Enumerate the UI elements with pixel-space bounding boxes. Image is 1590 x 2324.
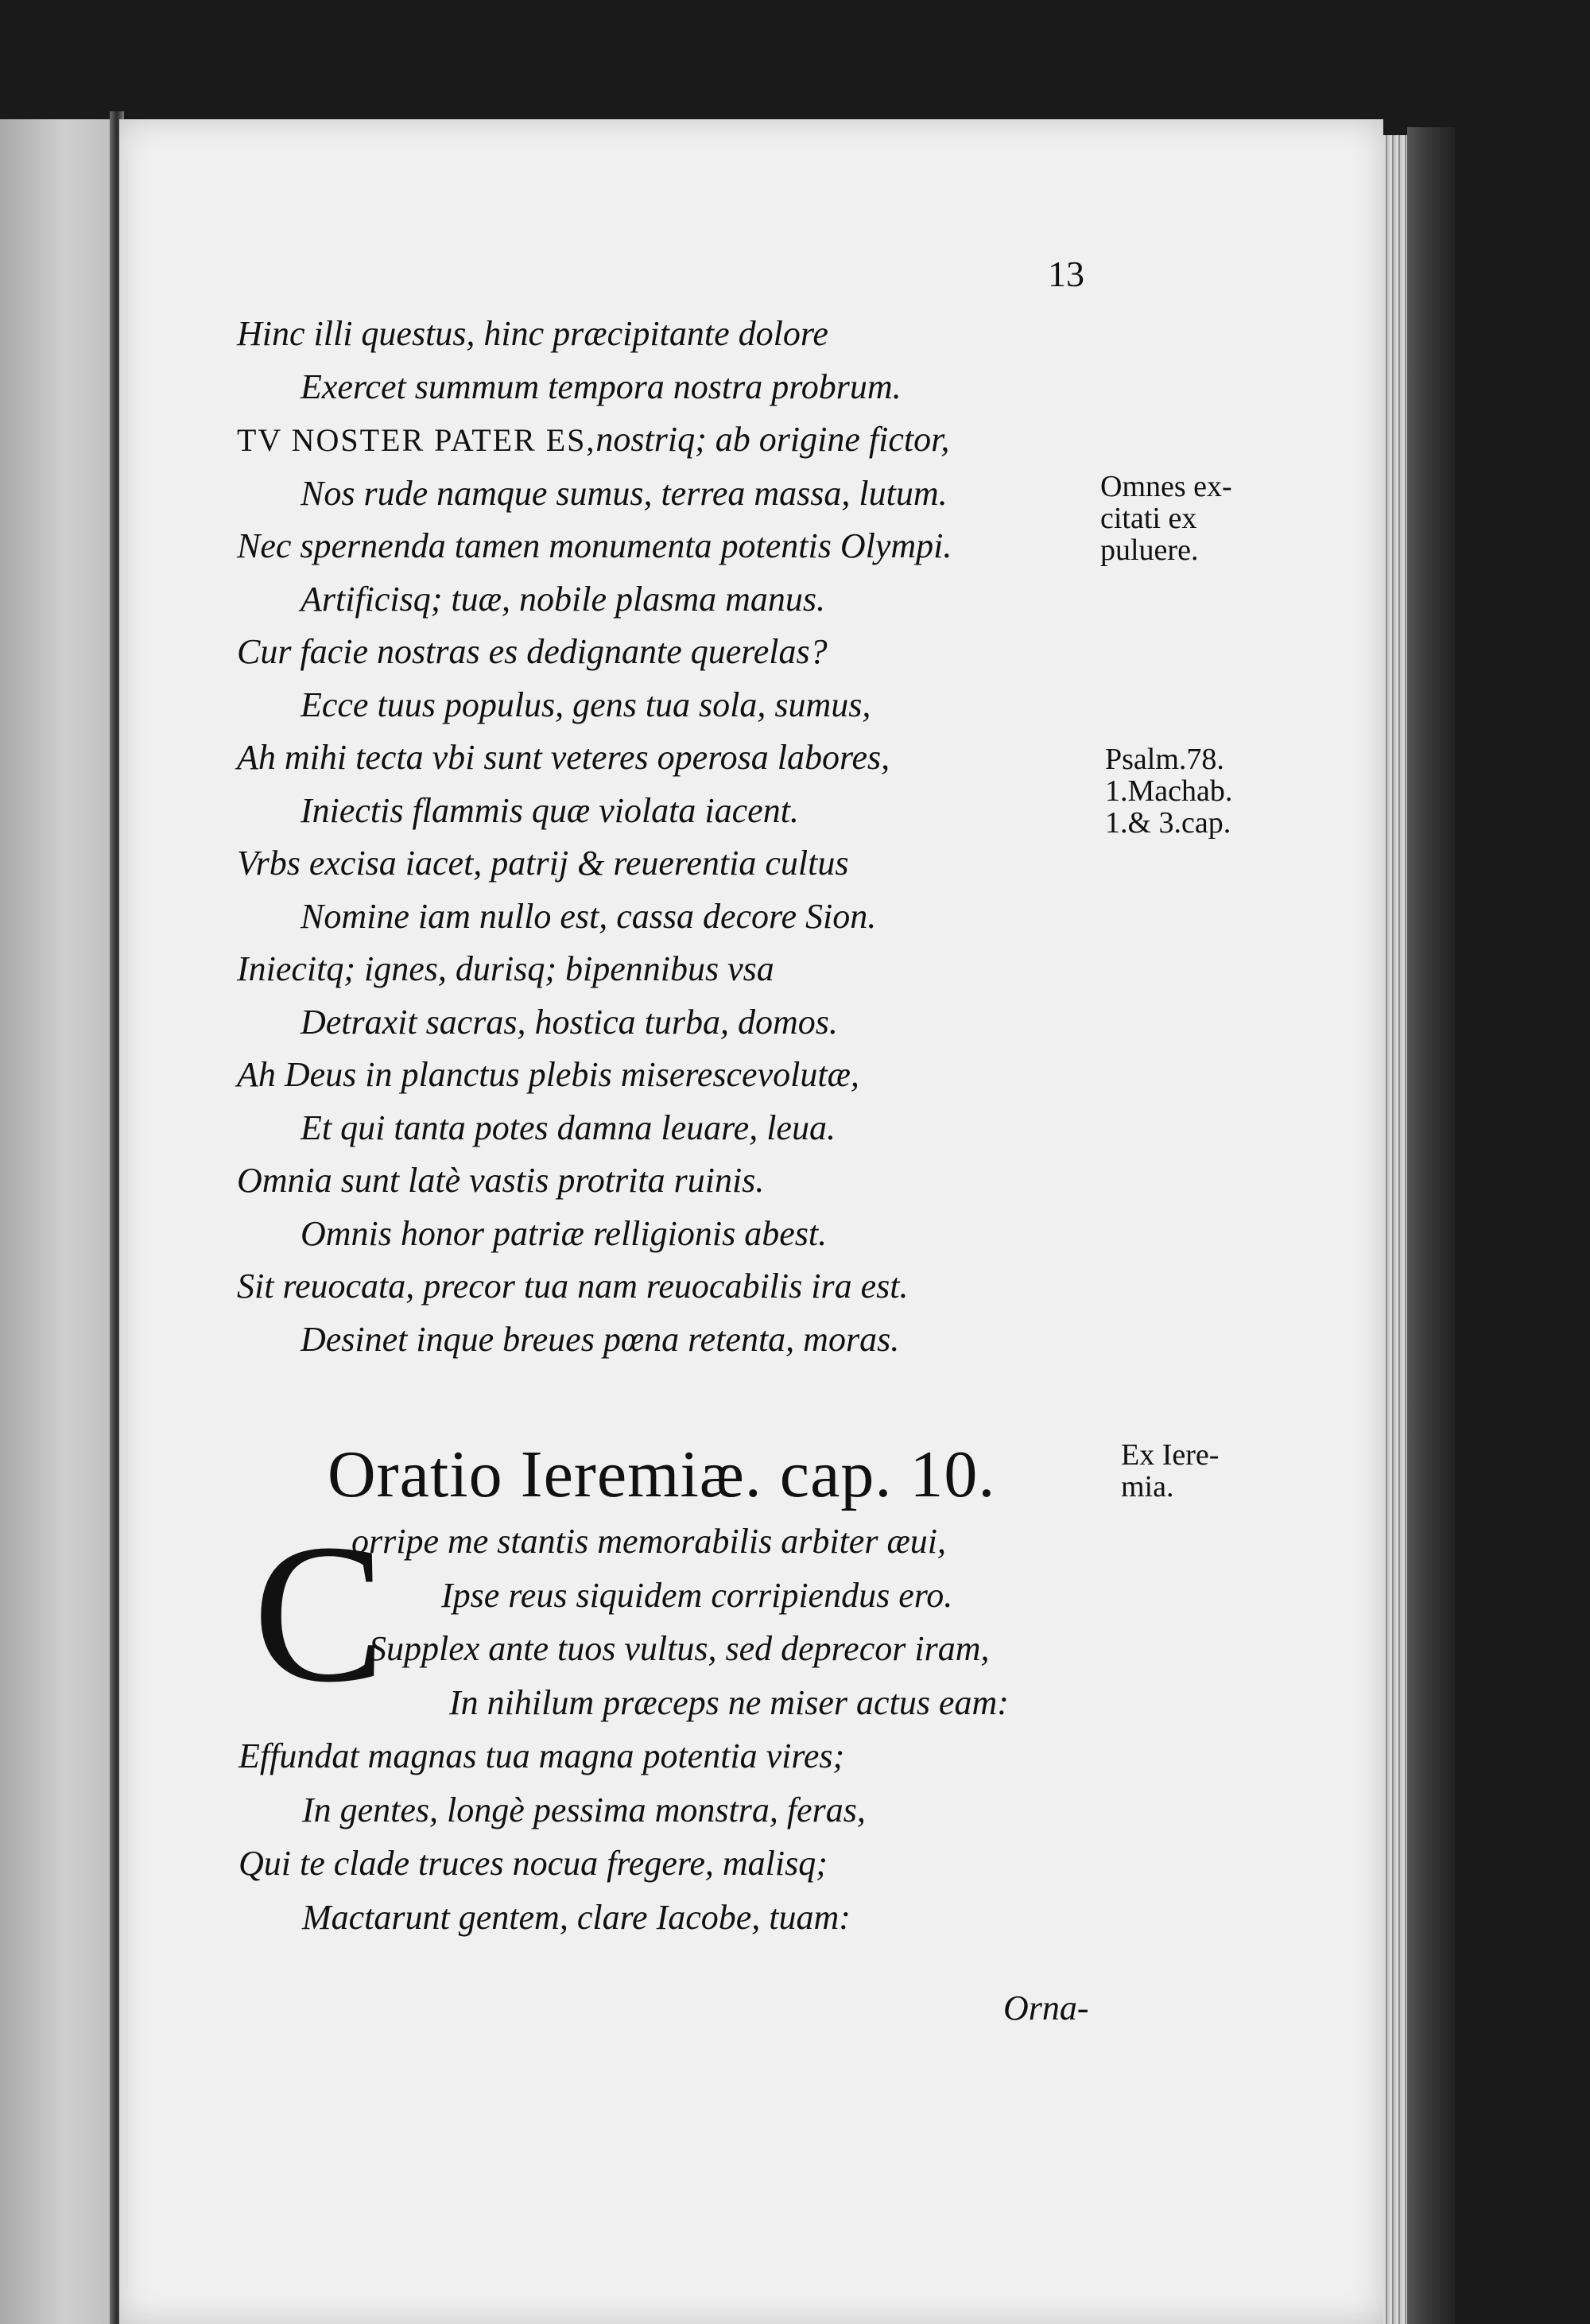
margin-note-line: puluere. [1100,533,1199,567]
verse-text: Ah Deus in planctus plebis miserescevolutæ, [237,1055,859,1094]
verse-text: Ecce tuus populus, gens tua sola, sumus, [301,685,871,724]
margin-note-line: mia. [1121,1470,1174,1503]
verse-line [237,1049,1096,1102]
verse-block-oratio [238,1503,1129,1944]
verse-text: Desinet inque breues pœna retenta, moras. [301,1319,900,1359]
verse-line [237,731,1096,785]
verse-line [237,943,1096,996]
verse-text: Et qui tanta potes damna leuare, leua. [301,1108,836,1147]
left-page-edge [0,119,119,2324]
verse-line: Supplex ante tuos vultus, sed deprecor iram, [369,1629,990,1668]
verse-text: Nos rude namque sumus, terrea massa, lutum. [301,473,948,513]
verse-line: In nihilum præceps ne miser actus eam: [449,1682,1009,1722]
verse-line: Effundat magnas tua magna potentia vires; [238,1736,845,1775]
verse-line [237,308,1096,361]
margin-note-line: 1.& 3.cap. [1105,806,1231,840]
verse-text: Nomine iam nullo est, cassa decore Sion. [301,896,877,936]
verse-text: nostriq; ab origine fictor, [595,420,950,459]
verse-line [237,520,1096,573]
verse-line [237,468,1096,521]
section-heading: Oratio Ieremiæ. cap. 10. [328,1437,996,1511]
verse-text: Iniectis flammis quæ violata iacent. [301,790,799,830]
verse-line [237,1313,1096,1367]
verse-text: Exercet summum tempora nostra probrum. [301,367,902,406]
verse-line [237,573,1096,627]
verse-line [237,1102,1096,1155]
drop-cap: C [253,1503,386,1724]
verse-line: In gentes, longè pessima monstra, feras, [302,1790,866,1829]
margin-note-psalm [1105,743,1296,839]
verse-line: orripe me stantis memorabilis arbiter æui, [351,1522,947,1561]
verse-text: Artificisq; tuæ, nobile plasma manus. [301,579,825,619]
margin-note-line: citati ex [1100,502,1197,535]
verse-text: Nec spernenda tamen monumenta potentis Olympi. [237,526,952,565]
verse-text: Omnis honor patriæ relligionis abest. [301,1213,828,1253]
verse-line: Ipse reus siquidem corripiendus ero. [441,1575,953,1615]
margin-note-line: Ex Iere- [1121,1438,1220,1472]
verse-text: Cur facie nostras es dedignante querelas? [237,632,828,671]
page-number: 13 [1048,254,1084,294]
verse-line [237,837,1096,890]
verse-line [237,890,1096,944]
verse-line [237,679,1096,732]
margin-note-line: Omnes ex- [1100,470,1232,503]
margin-note-omnes [1100,471,1291,566]
verse-text: Hinc illi questus, hinc præcipitante dolore [237,314,828,353]
verse-line [237,1260,1096,1313]
verse-text: Vrbs excisa iacet, patrij & reuerentia cultus [237,844,849,883]
verse-smallcaps: TV NOSTER PATER ES, [237,422,596,458]
verse-line: Mactarunt gentem, clare Iacobe, tuam: [302,1897,851,1937]
verse-line [237,1208,1096,1261]
margin-note-ieremia [1121,1439,1280,1503]
verse-line [237,413,1096,468]
verse-line [237,361,1096,414]
margin-note-line: 1.Machab. [1105,774,1233,808]
verse-text: Sit reuocata, precor tua nam reuocabilis ira est. [237,1267,909,1306]
verse-text: Omnia sunt latè vastis protrita ruinis. [237,1161,765,1200]
verse-text: Detraxit sacras, hostica turba, domos. [301,1002,838,1042]
verse-line: Qui te clade truces nocua fregere, malisq; [238,1844,828,1883]
book-binding [1407,127,1455,2324]
catchword: Orna- [1003,1988,1089,2027]
verse-text: Ah mihi tecta vbi sunt veteres operosa labores, [237,738,890,777]
page-fore-edge [1383,135,1407,2324]
verse-line [237,1154,1096,1208]
verse-line [237,785,1096,838]
verse-text: Iniecitq; ignes, durisq; bipennibus vsa [237,949,774,988]
margin-note-line: Psalm.78. [1105,743,1224,776]
verse-line [237,626,1096,679]
verse-block [237,308,1096,1366]
verse-line [237,996,1096,1049]
